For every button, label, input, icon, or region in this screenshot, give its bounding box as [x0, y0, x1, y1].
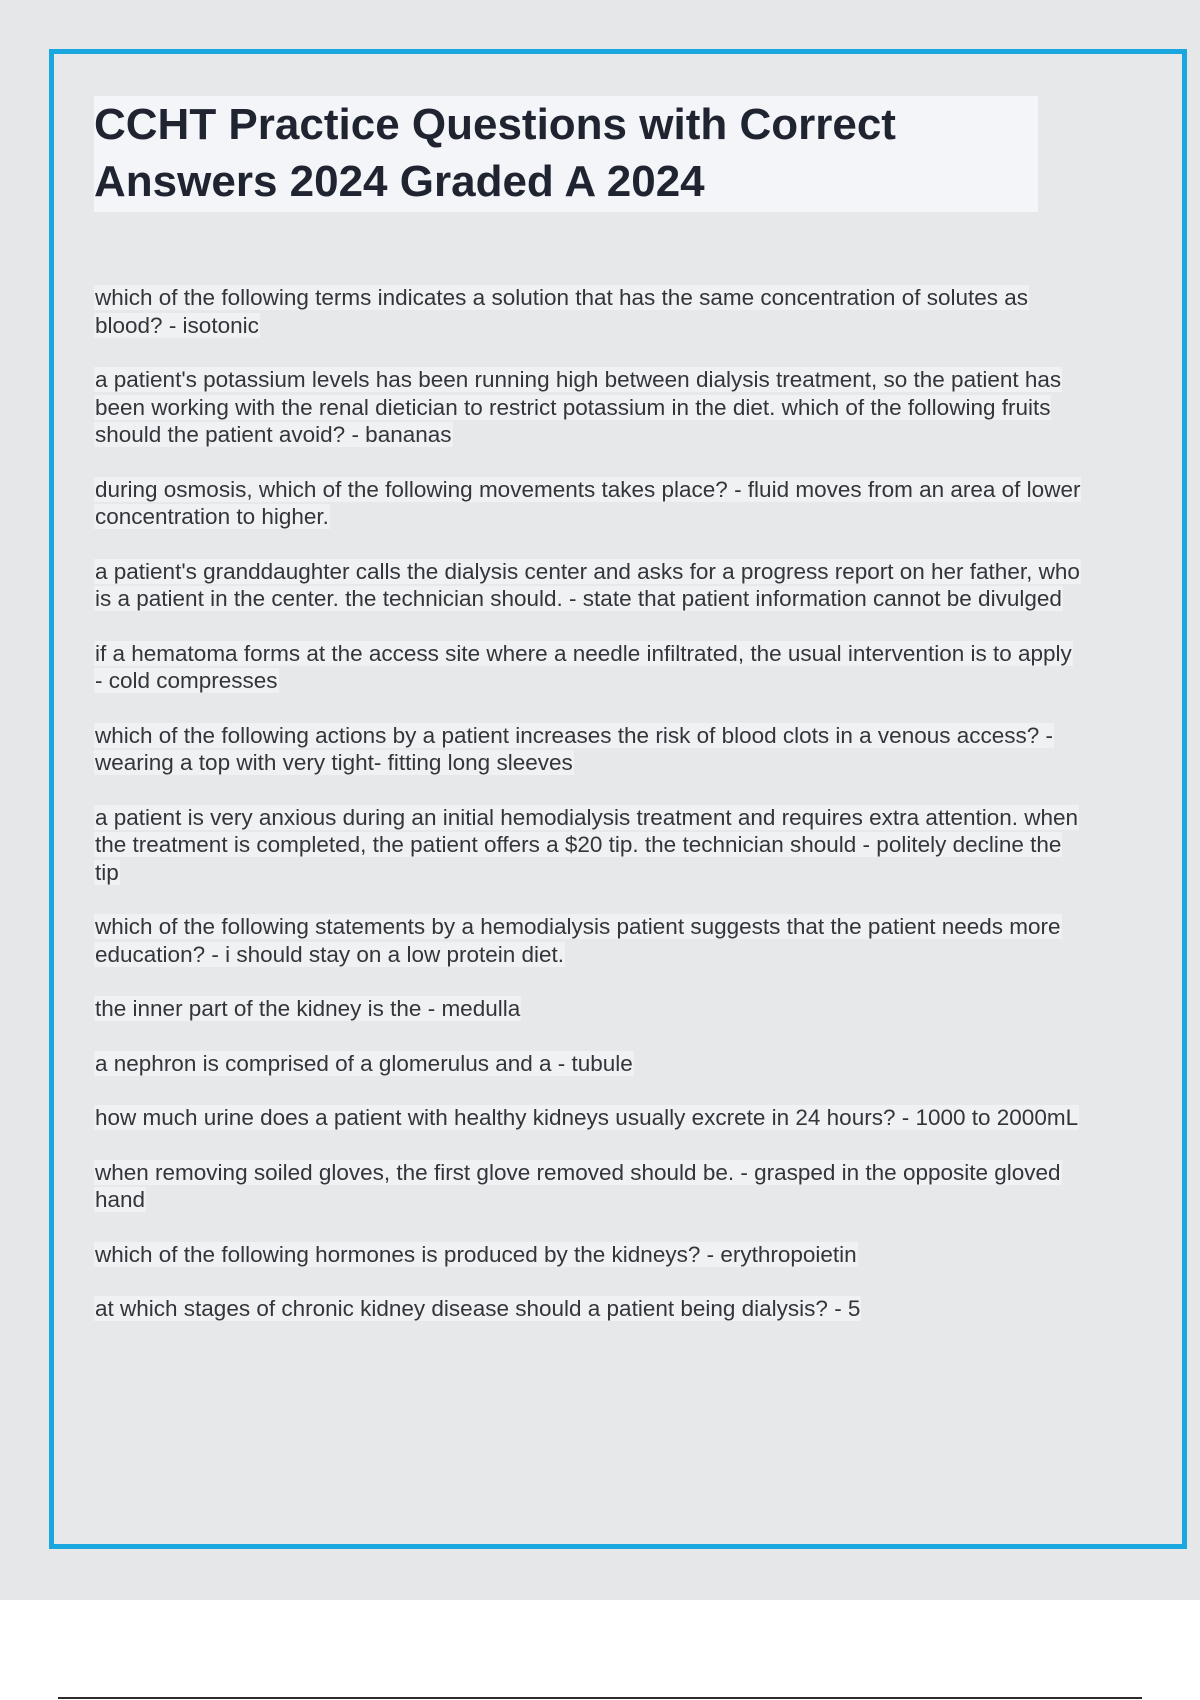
question-answer-item [94, 995, 1084, 1023]
question-answer-item [94, 913, 1084, 968]
document-title: CCHT Practice Questions with Correct Answers 2024 Graded A 2024 [94, 100, 896, 206]
title-block [94, 96, 1038, 212]
question-answer-item [94, 1241, 1084, 1269]
question-answer-text: if a hematoma forms at the access site where a needle infiltrated, the usual intervention is to apply - cold compresses [95, 640, 1072, 693]
question-answer-text: a patient is very anxious during an initial hemodialysis treatment and requires extra attention. when the treatment is completed, the patient offers a $20 tip. the technician should - politely decline the tip [95, 804, 1079, 885]
question-answer-item [94, 558, 1084, 613]
question-answer-text: which of the following hormones is produced by the kidneys? - erythropoietin [95, 1241, 857, 1267]
question-answer-item [94, 366, 1084, 449]
question-answer-text: when removing soiled gloves, the first glove removed should be. - grasped in the opposite gloved hand [95, 1159, 1061, 1212]
question-answer-item [94, 804, 1084, 887]
question-answer-text: which of the following statements by a hemodialysis patient suggests that the patient needs more education? - i should stay on a low protein diet. [95, 914, 1061, 967]
question-answer-text: a patient's granddaughter calls the dialysis center and asks for a progress report on her father, who is a patient in the center. the technician should. - state that patient information cannot be divulged [95, 558, 1080, 611]
question-answer-text: a patient's potassium levels has been running high between dialysis treatment, so the patient has been working with the renal dietician to restrict potassium in the diet. which of the following fruits should the patient avoid? - bananas [95, 367, 1062, 447]
question-answer-item [94, 1050, 1084, 1078]
question-answer-item [94, 284, 1084, 339]
question-answer-text: the inner part of the kidney is the - medulla [95, 996, 521, 1021]
bottom-rule [58, 1697, 1142, 1699]
question-answer-text: how much urine does a patient with healthy kidneys usually excrete in 24 hours? - 1000 to 2000mL [95, 1105, 1079, 1130]
question-answer-item [94, 476, 1084, 531]
question-list [94, 284, 1084, 1350]
question-answer-text: a nephron is comprised of a glomerulus and a - tubule [95, 1050, 633, 1076]
question-answer-text: which of the following actions by a patient increases the risk of blood clots in a venous access? - wearing a top with very tight- fitting long sleeves [95, 722, 1054, 775]
question-answer-text: at which stages of chronic kidney disease should a patient being dialysis? - 5 [95, 1296, 861, 1321]
question-answer-item [94, 640, 1084, 695]
question-answer-item [94, 1159, 1084, 1214]
question-answer-item [94, 722, 1084, 777]
question-answer-text: which of the following terms indicates a solution that has the same concentration of solutes as blood? - isotonic [95, 285, 1029, 338]
question-answer-item [94, 1104, 1084, 1132]
question-answer-text: during osmosis, which of the following movements takes place? - fluid moves from an area of lower concentration to higher. [95, 476, 1081, 529]
question-answer-item [94, 1295, 1084, 1323]
